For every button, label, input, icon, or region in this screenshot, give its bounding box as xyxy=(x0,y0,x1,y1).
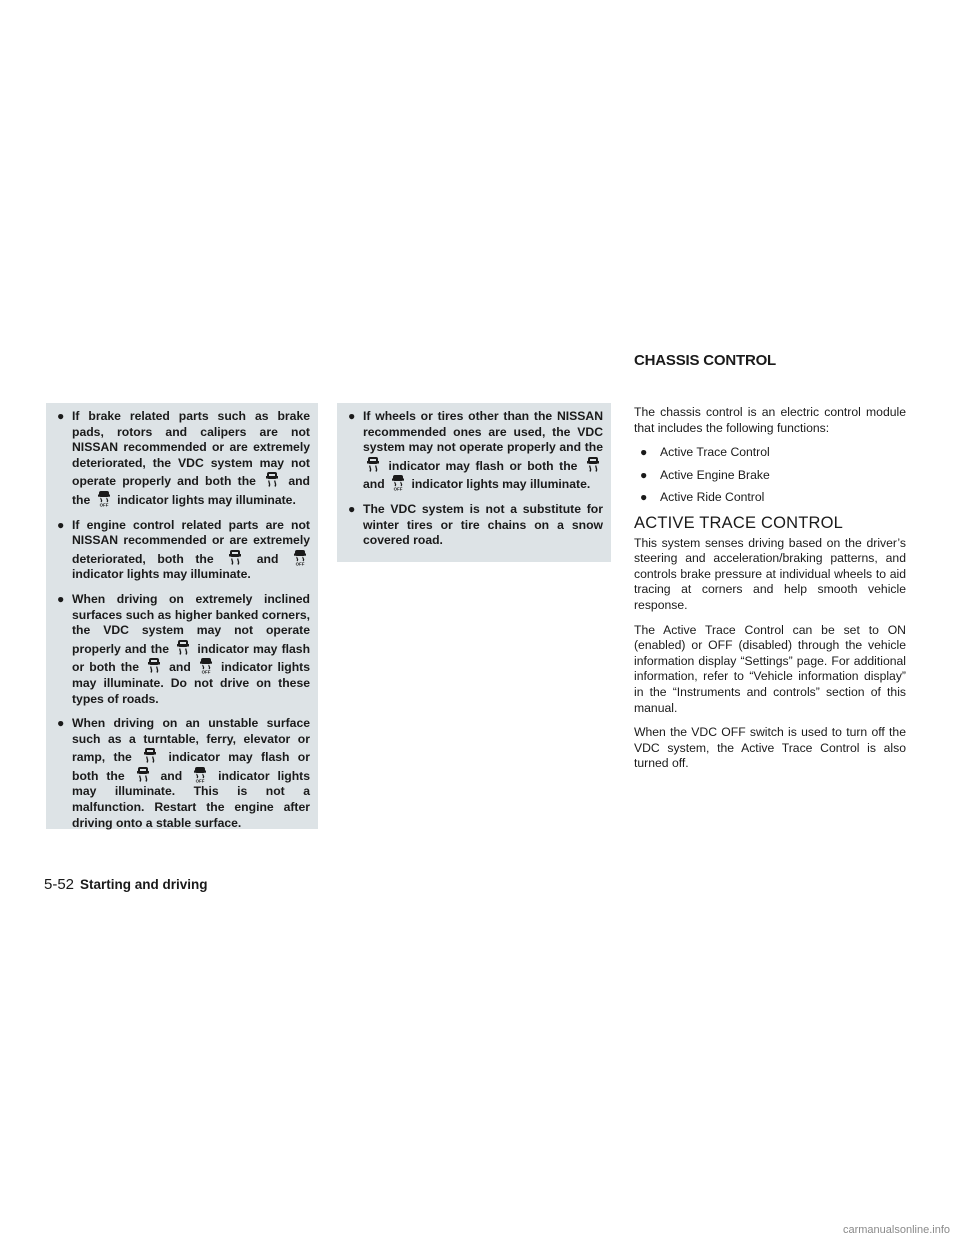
function-label: Active Trace Control xyxy=(660,445,770,460)
warning-text: When driving on extremely inclined surfaces such as higher banked corners, the VDC system may not operate properly and the xyxy=(72,591,310,656)
page-footer xyxy=(44,876,208,893)
watermark: carmanualsonline.info xyxy=(842,1224,950,1236)
vdc-slip-indicator-icon xyxy=(142,747,158,764)
intro-paragraph: The chassis control is an electric control module that includes the following functions: xyxy=(634,405,906,435)
warning-item xyxy=(345,409,603,493)
bullet-dot: ● xyxy=(348,409,356,423)
warning-text: indicator lights may illuminate. xyxy=(411,477,591,492)
warning-item xyxy=(345,502,603,549)
body-paragraph: When the VDC OFF switch is used to turn off the VDC system, the Active Trace Control is also turned off. xyxy=(634,725,906,771)
bullet-dot: ● xyxy=(57,409,65,423)
vdc-slip-indicator-icon xyxy=(135,766,151,783)
warning-text: If wheels or tires other than the NISSAN recommended ones are used, the VDC system may not operate properly and the xyxy=(363,409,603,455)
warning-text: and xyxy=(160,768,183,783)
svg-text:OFF: OFF xyxy=(393,486,403,492)
warning-item xyxy=(54,409,310,509)
vdc-off-indicator-icon xyxy=(192,766,208,783)
chapter-title: Starting and driving xyxy=(80,877,208,892)
vdc-slip-indicator-icon xyxy=(146,657,162,674)
list-item xyxy=(634,490,906,506)
warning-text: and the xyxy=(72,474,310,507)
function-label: Active Engine Brake xyxy=(660,467,770,482)
svg-text:OFF: OFF xyxy=(201,669,211,675)
list-item xyxy=(634,468,906,484)
right-column xyxy=(634,405,906,781)
warning-item xyxy=(54,592,310,707)
warning-item xyxy=(54,518,310,583)
svg-text:OFF: OFF xyxy=(195,778,205,783)
functions-list xyxy=(634,445,906,506)
bullet-dot: ● xyxy=(57,716,65,731)
warning-text: The VDC system is not a substitute for winter tires or tire chains on a snow covered road. xyxy=(363,501,603,548)
vdc-off-indicator-icon xyxy=(96,490,112,507)
warning-text: indicator lights may illuminate. xyxy=(72,567,251,582)
section-title: CHASSIS CONTROL xyxy=(634,352,777,369)
vdc-slip-indicator-icon xyxy=(365,456,381,473)
bullet-dot: ● xyxy=(57,591,65,606)
body-paragraph: This system senses driving based on the driver’s steering and acceleration/braking patterns, and controls brake pressure at individual wheels to aid tracing at corners and help smooth vehicle response. xyxy=(634,535,906,612)
warning-item xyxy=(54,716,310,831)
subsection-heading: ACTIVE TRACE CONTROL xyxy=(634,513,844,532)
bullet-dot: ● xyxy=(640,445,648,460)
warning-text: and xyxy=(256,551,279,566)
warning-box-left xyxy=(46,403,318,829)
bullet-dot: ● xyxy=(640,467,648,482)
warning-text: indicator lights may illuminate. This is not a malfunction. Restart the engine after driving onto a stable surface. xyxy=(72,768,311,830)
warning-text: and xyxy=(169,660,191,675)
warning-text: indicator may flash or both the xyxy=(72,750,310,783)
page-number: 5-52 xyxy=(44,876,75,893)
vdc-slip-indicator-icon xyxy=(175,639,191,656)
warning-text: indicator lights may illuminate. xyxy=(117,492,296,507)
vdc-off-indicator-icon xyxy=(198,657,214,674)
svg-text:OFF: OFF xyxy=(295,561,305,566)
warning-text: If engine control related parts are not NISSAN recommended or are extremely deteriorated, both the xyxy=(72,517,310,566)
list-item xyxy=(634,445,906,461)
svg-text:OFF: OFF xyxy=(99,502,109,507)
vdc-off-indicator-icon xyxy=(390,474,406,491)
bullet-dot: ● xyxy=(348,501,356,516)
warning-box-middle xyxy=(337,403,611,562)
warning-text: and xyxy=(363,477,385,492)
warning-text: indicator may flash or both the xyxy=(388,458,578,473)
warning-text: When driving on an unstable surface such as a turntable, ferry, elevator or ramp, the xyxy=(72,716,310,765)
function-label: Active Ride Control xyxy=(660,490,765,505)
bullet-dot: ● xyxy=(640,490,648,505)
warning-text: If brake related parts such as brake pads, rotors and calipers are not NISSAN recommended or are extremely deteriorated, the VDC system may not operate properly and both the xyxy=(72,409,310,489)
warning-text: indicator may flash or both the xyxy=(72,641,311,675)
body-paragraph: The Active Trace Control can be set to ON (enabled) or OFF (disabled) through the vehicle information display “Settings” page. For additional information, refer to “Vehicle information display” in the “Instruments and controls” section of this manual. xyxy=(634,622,906,715)
vdc-slip-indicator-icon xyxy=(264,471,280,488)
vdc-slip-indicator-icon xyxy=(585,456,601,473)
warning-text: indicator lights may illuminate. Do not drive on these types of roads. xyxy=(72,660,311,706)
bullet-dot: ● xyxy=(57,517,65,532)
vdc-off-indicator-icon xyxy=(292,549,308,566)
vdc-slip-indicator-icon xyxy=(227,549,243,566)
